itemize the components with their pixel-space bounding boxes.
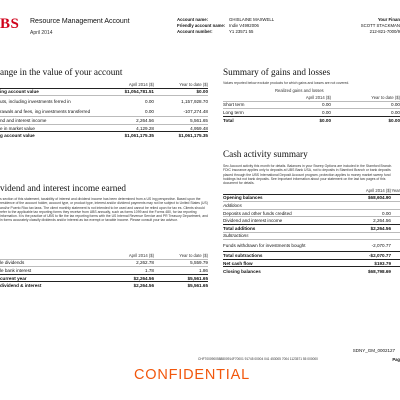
bates-number: SDNY_GM_0002127 [352,348,395,353]
confidential-stamp: CONFIDENTIAL [134,367,250,383]
dividend-table: April 2014 ($) Year to date ($) le dividends 2,262.78 5,559.79 le bank interest 1.78 1.86 current year $2,264.56 $5,561.65 dividend & interest $2,264.56 $5,561.65 [0,252,208,289]
financial-advisor: Your Finan SCOTT STACKMAN 212-821-7000/9 [360,17,400,34]
table-row: ing account value $1,054,781.51 $0.00 [0,89,208,95]
cash-row: Funds withdrawn for investments bought -2,070.77 [223,240,400,252]
table-row: rawals and fees, ing investments transferred 0.00 -107,274.48 [0,108,208,114]
table-row: g account value $1,061,175.35 $1,061,175.35 [0,133,208,139]
table-row: uts, including investments ferred in 0.00 1,157,928.70 [0,96,208,107]
realized-gains-label: Realized gains and losses [275,88,324,93]
table-row: Long term 0.00 0.00 [223,109,400,115]
gains-note: Values reported below exclude products for which gains and losses are not covered. [223,81,350,85]
statement-date: April 2014 [30,30,53,36]
ubs-logo: BS [0,16,20,32]
page-label: Pag [392,357,400,362]
total-additions-row: Total additions $2,264.56 [223,224,400,232]
footer-code: CHF7000900588800914F70001 91745 00004 041 453005 7004 1123571 55 000000 [198,357,318,361]
cash-activity-table: April 2014 ($) Year Opening balances $68,604.90 Additions Deposits and other funds credited 0.00 Dividend and interest income 2,264.56 Total additions $2,264.56 Subtractions Funds withdrawn for investments bought -2,070.77 Total subtractions -$2,070.77 Net cash flow $193.79 Closing balances $68,798.69 [223,187,400,275]
table-row: le bank interest 1.78 1.86 [0,267,208,273]
change-in-value-title: ange in the value of your account [0,67,123,77]
net-cash-flow-row: Net cash flow $193.79 [223,259,400,267]
gains-table: April 2014 ($) Year to date ($) Short term 0.00 0.00 Long term 0.00 0.00 Total $0.00 $0.00 [223,94,400,123]
cash-row: Dividend and interest income 2,264.56 [223,217,400,225]
table-row: dividend & interest $2,264.56 $5,561.65 [0,283,208,289]
gains-title: Summary of gains and losses [223,67,331,77]
change-in-value-table: April 2014 ($) Year to date ($) ing account value $1,054,781.51 $0.00 uts, including investments ferred in 0.00 1,157,928.70 rawals and fees, ing investments transferred 0.00 -107,274.48 nd and interest income 2,264.56 5,561.65 e in market value 4,129.28 4,959.48 g account value $1,061,175.35 $1,061,175.35 [0,81,208,139]
account-info: Account name: GHISLAINE MAXWELL Friendly account name: Indiv V4992006 Account number: Y1 23571 55 [177,17,275,34]
cash-activity-title: Cash activity summary [223,149,308,159]
cash-activity-note: Sec Account activity this month for details. Balances in your Sweep Options are included in the Stamford Branch. FDIC insurance applies only to deposits at UBS Bank USA, not to deposits in Stamford Branch or bank deposits placed through the UBS International Deposit Account program. protection applies to money market sweep fund holdings but not bank deposits. See Important information about your statement on the last two pages of this document for details. [223,164,393,186]
dividend-note: s section of this statement, taxability of interest and dividend income has been determined from a US ing perspective. Based upon the residence of the account holder, account type, or product type, interest and/or dividend payments may not be subject to United States (US) and/or Puerto Rico tax laws. The client monthly statement is not intended to be used and cannot be relied upon for tax es. Clients should refer to the applicable tax reporting forms they receive from UBS annually, such as forms 1099 and the Forms 480, for tax reporting information. It is the practice of UBS to file the tax reporting forms with the US Internal Revenue Service and PR Treasury Department, and in forms accurately classify dividends and/or interest as tax exempt or taxable income. Please consult your tax advisor. [0,197,208,223]
table-row: nd and interest income 2,264.56 5,561.65 [0,117,208,123]
cash-row: Deposits and other funds credited 0.00 [223,209,400,217]
table-row: current year $2,264.56 $5,561.65 [0,275,208,281]
table-row: Short term 0.00 0.00 [223,102,400,108]
table-row: Total $0.00 $0.00 [223,117,400,123]
table-row: le dividends 2,262.78 5,559.79 [0,260,208,266]
document-title: Resource Management Account [30,18,130,25]
closing-balance-row: Closing balances $68,798.69 [223,267,400,277]
table-row: e in market value 4,129.28 4,959.48 [0,125,208,131]
opening-balance-row: Opening balances $68,604.90 [223,194,400,202]
total-subtractions-row: Total subtractions -$2,070.77 [223,252,400,260]
dividend-title: vidend and interest income earned [0,183,127,193]
